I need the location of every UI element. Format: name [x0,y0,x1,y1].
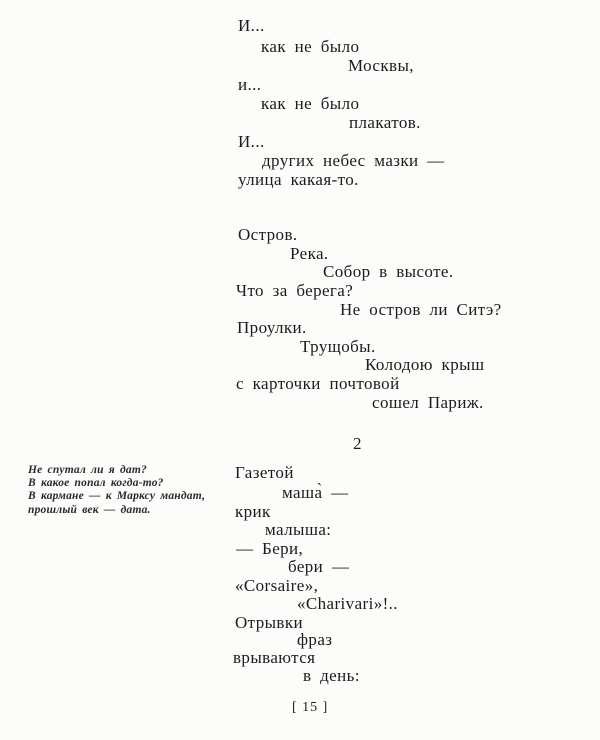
poem-line: Проулки. [237,318,307,337]
poem-line: крик [235,502,271,521]
poem-line: как не было [261,37,360,56]
poem-line: Река. [290,244,329,263]
poem-line: И... [238,16,265,35]
poem-line: фраз [297,630,333,649]
poem-line: сошел Париж. [372,393,484,412]
poem-line: как не было [261,94,360,113]
poem-line: других небес мазки — [262,151,445,170]
poem-line: Трущобы. [300,337,376,356]
margin-note-line: Не спутал ли я дат? [28,464,147,476]
margin-note [28,464,223,517]
poem-line: с карточки почтовой [236,374,400,393]
section-number: 2 [353,434,362,453]
poem-line: маша̀ — [282,483,349,502]
poem-line: Москвы, [348,56,414,75]
margin-note-line: В какое попал когда-то? [28,477,164,490]
poem-line: Газетой [235,463,294,482]
poem-line: Отрывки [235,613,304,632]
poem-line: Колодою крыш [365,355,485,374]
poem-line: И... [238,132,265,151]
poem-line: малыша: [265,520,332,539]
poem-line: Остров. [238,225,298,244]
page-number: [ 15 ] [292,700,329,715]
poem-line: в день: [303,666,360,685]
poem-line: Не остров ли Ситэ? [340,300,502,319]
poem-line: — Бери, [236,539,304,558]
poem-line: плакатов. [349,113,421,132]
margin-note-line: В кармане — к Марксу мандат, [28,490,206,503]
poem-line: врываются [233,648,316,667]
poem-line: бери — [288,557,350,576]
poem-line: Собор в высоте. [323,262,454,281]
poem-line: Что за берега? [236,281,354,300]
poem-line: улица какая-то. [238,170,359,189]
poem-line: «Corsaire», [235,576,319,595]
poem-line: и... [238,75,262,94]
margin-note-line: прошлый век — дата. [28,503,151,516]
poem-line: «Charivari»!.. [297,594,398,613]
